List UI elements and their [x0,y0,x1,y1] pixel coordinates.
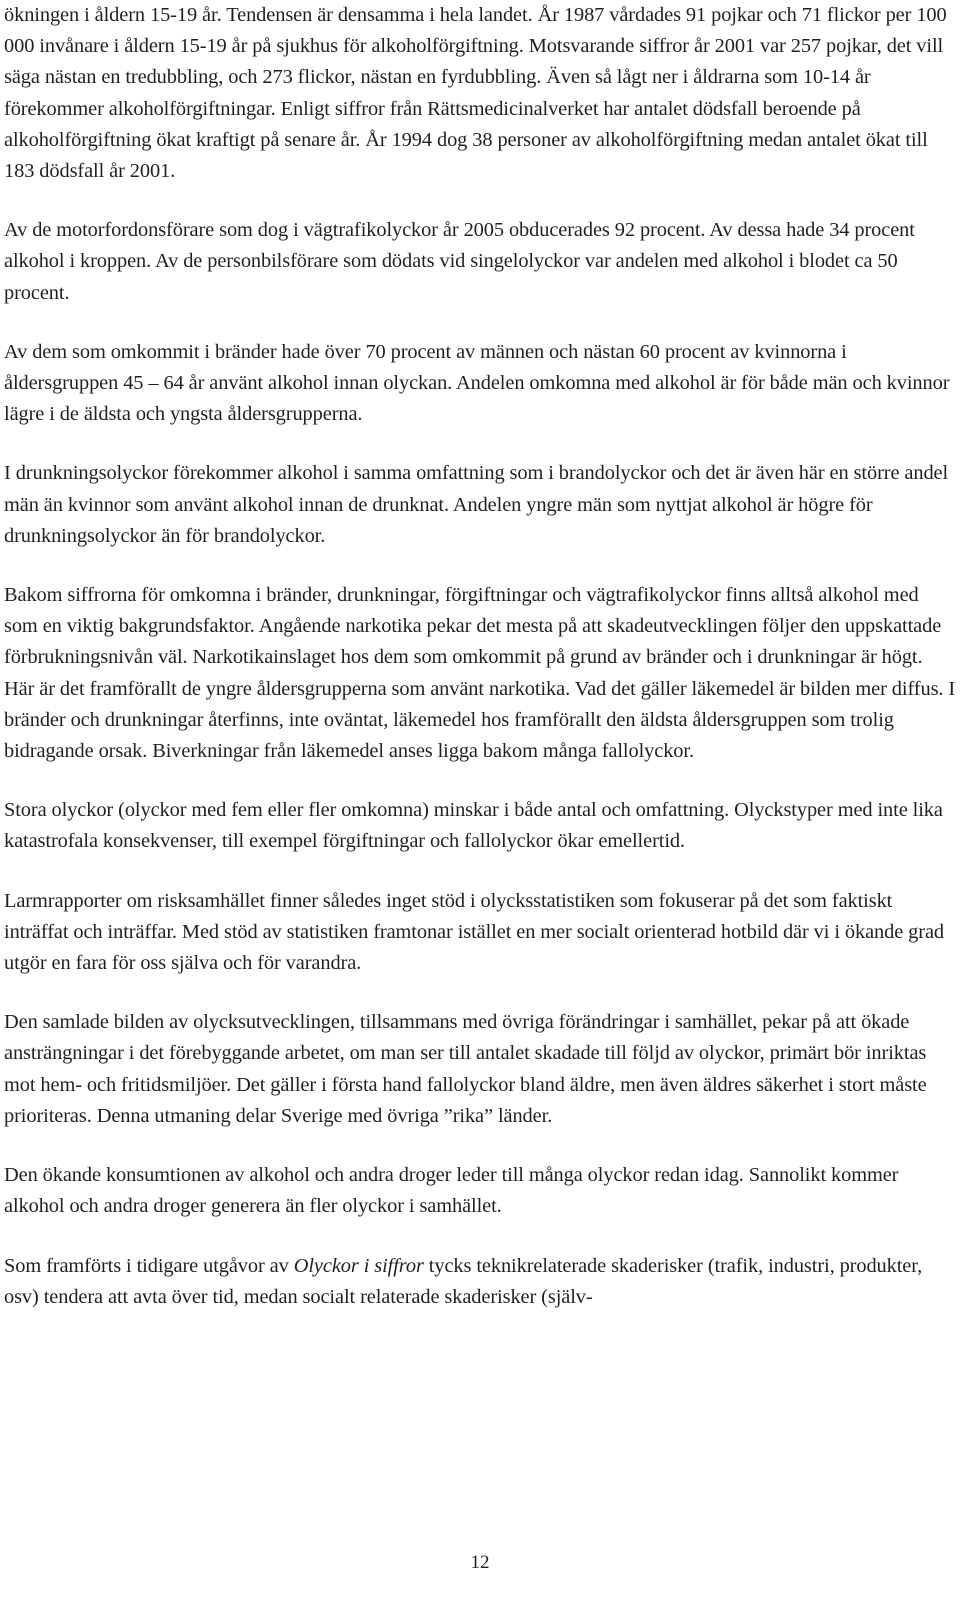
paragraph-prevention: Den samlade bilden av olycksutvecklingen, tillsammans med övriga förändringar i samhället, pekar på att ökade ansträngningar i det förebyggande arbetet, om man ser till antalet skadade till följd av olyckor, primärt bör inriktas mot hem- och fritidsmiljöer. Det gäller i första hand fallolyckor bland äldre, men även äldres säkerhet i stort måste prioriteras. Denna utmaning delar Sverige med övriga ”rika” länder. [4,1011,927,1127]
paragraph-drug-consumption: Den ökande konsumtionen av alkohol och andra droger leder till många olyckor redan idag. Sannolikt kommer alkohol och andra droger generera än fler olyckor i samhället. [4,1164,899,1218]
paragraph-traffic-alcohol: Av de motorfordonsförare som dog i vägtrafikolyckor år 2005 obducerades 92 procent. Av dessa hade 34 procent alkohol i kroppen. Av de personbilsförare som dödats vid singelolyckor var andelen med alkohol i blodet ca 50 procent. [4,219,915,304]
paragraph-background-factors: Bakom siffrorna för omkomna i bränder, drunkningar, förgiftningar och vägtrafikolyckor finns alltså alkohol med som en viktig bakgrundsfaktor. Angående narkotika pekar det mesta på att skadeutvecklingen följer den uppskattade förbrukningsnivån väl. Narkotikainslaget hos dem som omkommit på grund av bränder och i drunkningar är högt. Här är det framförallt de yngre åldersgrupperna som använt narkotika. Vad det gäller läkemedel är bilden mer diffus. I bränder och drunkningar återfinns, inte oväntat, läkemedel hos framförallt den äldsta åldersgruppen som trolig bidragande orsak. Biverkningar från läkemedel anses ligga bakom många fallolyckor. [4,584,956,763]
paragraph-previous-editions [4,1251,956,1313]
publication-title-italic: Olyckor i siffror [293,1254,424,1277]
paragraph-drowning-alcohol: I drunkningsolyckor förekommer alkohol i samma omfattning som i brandolyckor och det är även här en större andel män än kvinnor som använt alkohol innan de drunknat. Andelen yngre män som nyttjat alkohol är högre för drunkningsolyckor än för brandolyckor. [4,462,949,547]
paragraph-alcohol-poisoning: ökningen i åldern 15-19 år. Tendensen är densamma i hela landet. År 1987 vårdades 91 pojkar och 71 flickor per 100 000 invånare i åldern 15-19 år på sjukhus för alkoholförgiftning. Motsvarande siffror år 2001 var 257 pojkar, det vill säga nästan en tredubbling, och 273 flickor, nästan en fyrdubbling. Även så lågt ner i åldrarna som 10-14 år förekommer alkoholförgiftningar. Enligt siffror från Rättsmedicinalverket har antalet dödsfall beroende på alkoholförgiftning ökat kraftigt på senare år. År 1994 dog 38 personer av alkoholförgiftning medan antalet ökat till 183 dödsfall år 2001. [4,4,947,183]
page-number: 12 [470,1552,490,1573]
paragraph-text-before-italic: Som framförts i tidigare utgåvor av [4,1254,294,1277]
paragraph-risk-society: Larmrapporter om risksamhället finner således inget stöd i olycksstatistiken som fokuserar på det som faktiskt inträffat och inträffar. Med stöd av statistiken framtonar istället en mer socialt orienterad hotbild där vi i ökande grad utgör en fara för oss själva och för varandra. [4,889,945,975]
paragraph-major-accidents: Stora olyckor (olyckor med fem eller fler omkomna) minskar i både antal och omfattning. Olyckstyper med inte lika katastrofala konsekvenser, till exempel förgiftningar och fallolyckor ökar emellertid. [4,799,943,853]
paragraph-text-after-italic: tycks teknikrelaterade skaderisker (trafik, industri, produkter, osv) tendera att avta över tid, medan socialt relaterade skaderisker (själv- [4,1254,923,1308]
paragraph-fire-alcohol: Av dem som omkommit i bränder hade över 70 procent av männen och nästan 60 procent av kvinnorna i åldersgruppen 45 – 64 år använt alkohol innan olyckan. Andelen omkomna med alkohol är för både män och kvinnor lägre i de äldsta och yngsta åldersgrupperna. [4,340,950,426]
document-page [4,0,956,1313]
